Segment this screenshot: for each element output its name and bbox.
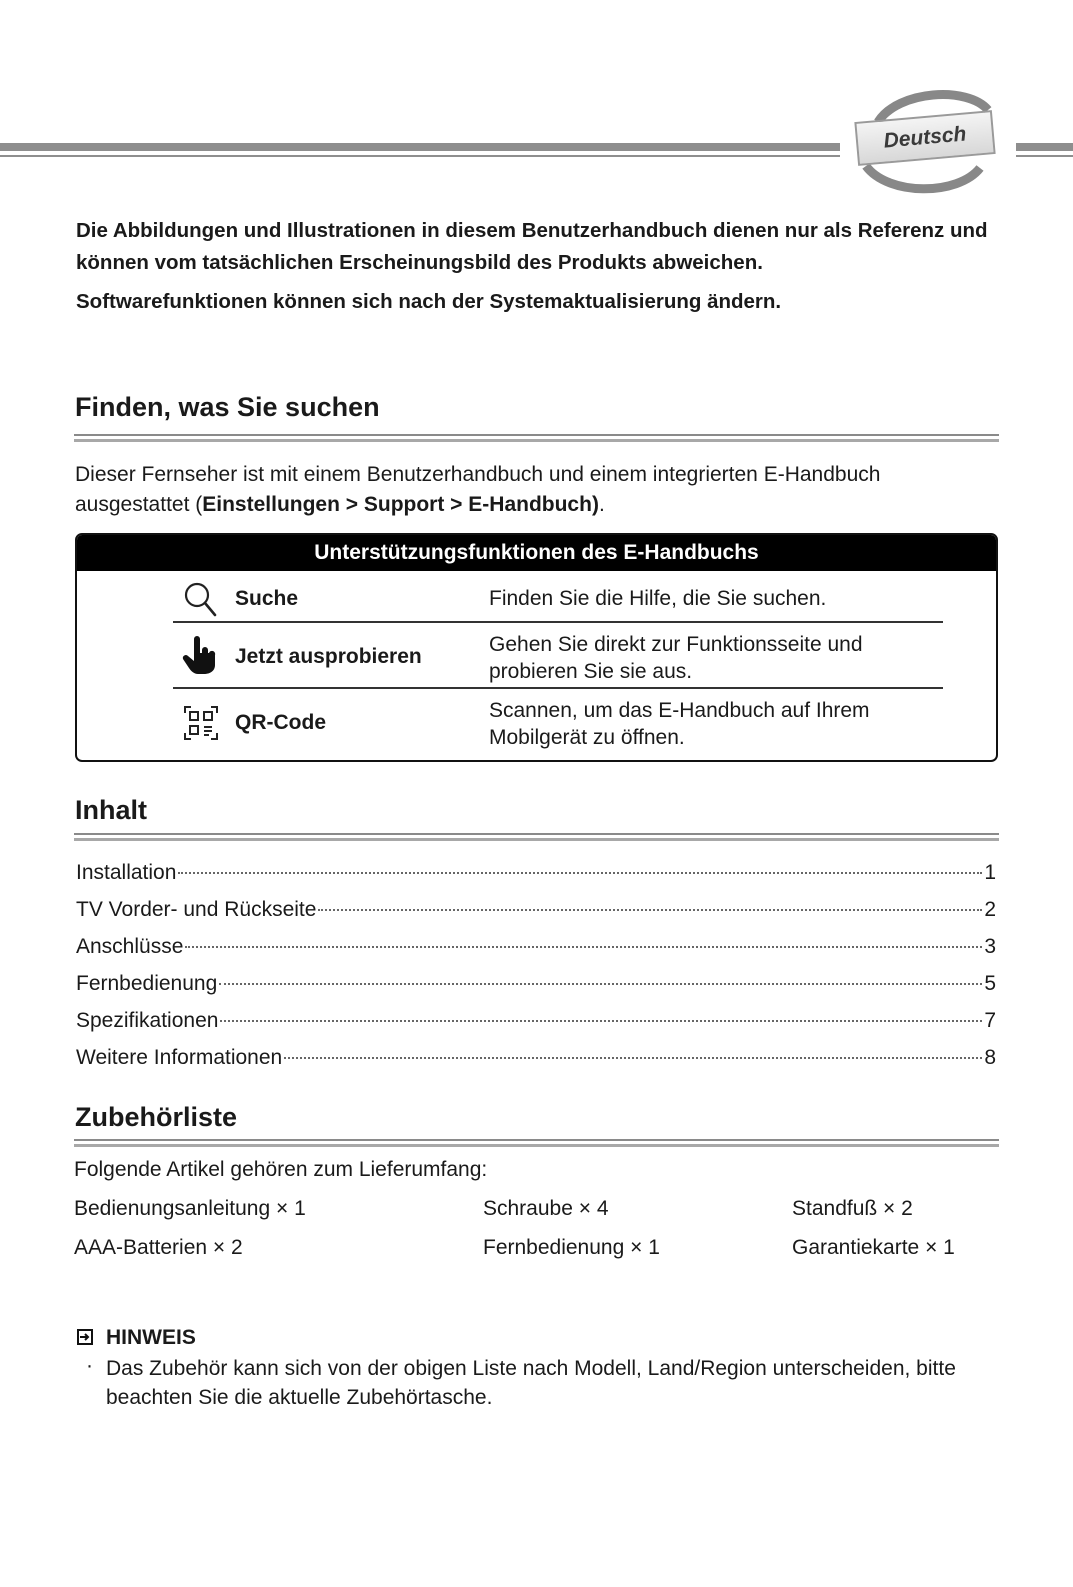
toc-leader bbox=[220, 999, 982, 1022]
search-icon bbox=[181, 579, 221, 619]
toc-label: Fernbedienung bbox=[76, 972, 218, 995]
support-box-heading: Unterstützungsfunktionen des E-Handbuchs bbox=[77, 535, 996, 571]
accessory-item: Bedienungsanleitung × 1 bbox=[74, 1197, 306, 1220]
note-title: HINWEIS bbox=[106, 1326, 196, 1349]
section-title-accessories: Zubehörliste bbox=[75, 1102, 238, 1132]
accessories-intro: Folgende Artikel gehören zum Lieferumfang: bbox=[74, 1158, 488, 1181]
section-rule bbox=[74, 1139, 999, 1147]
toc-label: Spezifikationen bbox=[76, 1009, 219, 1032]
accessory-item: Garantiekarte × 1 bbox=[792, 1236, 955, 1259]
toc-leader bbox=[284, 1036, 982, 1059]
toc-label: Weitere Informationen bbox=[76, 1046, 283, 1069]
section-rule bbox=[74, 434, 999, 442]
feature-description: Scannen, um das E-Handbuch auf Ihrem Mobilgerät zu öffnen. bbox=[489, 699, 870, 749]
language-badge-group bbox=[848, 88, 1008, 198]
toc-entry[interactable] bbox=[76, 893, 996, 922]
feature-row bbox=[173, 627, 943, 685]
toc-entry[interactable] bbox=[76, 930, 996, 959]
toc-entry[interactable] bbox=[76, 1004, 996, 1033]
toc-page: 7 bbox=[984, 1009, 996, 1032]
toc-leader bbox=[185, 925, 982, 948]
toc-entry[interactable] bbox=[76, 967, 996, 996]
toc-page: 3 bbox=[984, 935, 996, 958]
toc-label: Anschlüsse bbox=[76, 935, 184, 958]
toc-label: Installation bbox=[76, 861, 177, 884]
toc-page: 5 bbox=[984, 972, 996, 995]
accessory-item: Standfuß × 2 bbox=[792, 1197, 913, 1220]
accessory-item: Fernbedienung × 1 bbox=[483, 1236, 660, 1259]
feature-divider bbox=[173, 621, 943, 623]
toc-entry[interactable] bbox=[76, 1041, 996, 1070]
support-functions-box bbox=[75, 533, 998, 762]
find-intro-end: . bbox=[598, 493, 605, 516]
header-rule-left bbox=[0, 143, 840, 157]
accessory-item: Schraube × 4 bbox=[483, 1197, 609, 1220]
accessory-item: AAA-Batterien × 2 bbox=[74, 1236, 243, 1259]
feature-name: Suche bbox=[235, 587, 299, 610]
feature-name: Jetzt ausprobieren bbox=[235, 645, 422, 668]
toc-entry[interactable] bbox=[76, 856, 996, 885]
toc-page: 2 bbox=[984, 898, 996, 921]
note-arrow-icon bbox=[77, 1329, 93, 1345]
feature-divider bbox=[173, 687, 943, 689]
section-title-contents: Inhalt bbox=[75, 795, 147, 825]
header-rule-right bbox=[1016, 143, 1073, 157]
language-badge: Deutsch bbox=[854, 110, 995, 166]
disclaimer-paragraph: Die Abbildungen und Illustrationen in diesem Benutzerhandbuch dienen nur als Referenz und können vom tatsächlichen Erscheinungsbild des Produkts abweichen. bbox=[76, 219, 988, 274]
find-intro bbox=[75, 460, 1000, 520]
find-intro-text: Dieser Fernseher ist mit einem Benutzerhandbuch und einem integrierten E-Handbuch ausgestattet ( bbox=[75, 463, 881, 516]
section-rule bbox=[74, 833, 999, 841]
toc-leader bbox=[318, 888, 982, 911]
feature-description: Gehen Sie direkt zur Funktionsseite und probieren Sie sie aus. bbox=[489, 633, 863, 683]
disclaimer-paragraph: Softwarefunktionen können sich nach der Systemaktualisierung ändern. bbox=[76, 290, 782, 313]
feature-row bbox=[173, 579, 943, 623]
toc-page: 8 bbox=[984, 1046, 996, 1069]
hand-pointer-icon bbox=[181, 635, 221, 675]
note-bullet: · bbox=[86, 1354, 93, 1377]
toc-label: TV Vorder- und Rückseite bbox=[76, 898, 317, 921]
feature-row bbox=[173, 693, 943, 751]
settings-path: Einstellungen > Support > E-Handbuch) bbox=[202, 493, 599, 516]
disclaimer bbox=[76, 215, 996, 318]
toc-leader bbox=[219, 962, 982, 985]
toc-page: 1 bbox=[984, 861, 996, 884]
qr-code-icon bbox=[181, 703, 221, 743]
feature-description: Finden Sie die Hilfe, die Sie suchen. bbox=[489, 587, 827, 610]
feature-name: QR-Code bbox=[235, 711, 326, 734]
section-title-find: Finden, was Sie suchen bbox=[75, 392, 380, 422]
note-text: Das Zubehör kann sich von der obigen Liste nach Modell, Land/Region unterscheiden, bitte beachten Sie die aktuelle Zubehörtasche. bbox=[106, 1357, 956, 1409]
toc-leader bbox=[178, 851, 982, 874]
